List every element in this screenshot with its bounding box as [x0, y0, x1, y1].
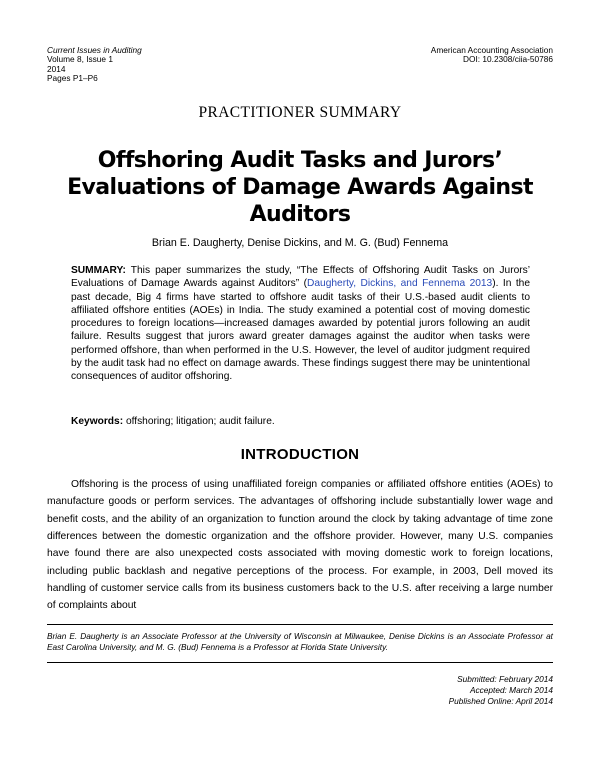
summary-text-end: ). In the past decade, Big 4 firms have started to offshore audit tasks of their U.S.-based audit clients to affiliated offshore entities (AOEs) in India. The study examined a potential cost of moving domestic procedures to foreign locations—increased damages awarded by potential jurors following an audit failure. Results suggest that jurors award greater damages against the auditor when tasks were performed offshore, than when performed in the U.S. However, the level of auditor judgment required by the audit task had no effect on damage awards. These findings suggest there may be unintentional consequences of auditor offshoring.: [71, 278, 531, 383]
footnote-rule-top: [47, 624, 553, 625]
journal-info: [47, 46, 142, 83]
summary-paragraph: [71, 264, 530, 384]
keywords-text: offshoring; litigation; audit failure.: [125, 416, 275, 427]
keywords-label: Keywords:: [71, 416, 124, 427]
journal-name: Current Issues in Auditing: [47, 45, 142, 55]
doi: DOI: 10.2308/ciia-50786: [463, 54, 553, 65]
journal-volume: Volume 8, Issue 1: [47, 54, 113, 65]
published-date: Published Online: April 2014: [448, 695, 553, 706]
publisher-info: [431, 46, 553, 65]
footnote-rule-bottom: [47, 662, 553, 663]
summary-label: SUMMARY:: [71, 265, 126, 276]
journal-pages: Pages P1–P6: [47, 72, 98, 83]
introduction-paragraph: Offshoring is the process of using unaffiliated foreign companies or affiliated offshore entities (AOEs) to manufacture goods or perform services. The advantages of offshoring include substantially lower wage and benefit costs, and the ability of an organization to function around the clock by taking advantage of time zone differences between the domestic organization and the offshore provider. However, many U.S. companies have found there are also unexpected costs associated with moving domestic work to foreign locations, including public backlash and negative perceptions of the process. For example, in 2003, Dell moved its handling of customer service calls from its business customers back to the U.S. after receiving a large number of complaints about: [47, 479, 553, 612]
submitted-date: Submitted: February 2014: [457, 674, 553, 684]
author-affiliation-note: Brian E. Daugherty is an Associate Professor at the University of Wisconsin at Milwaukee, Denise Dickins is an Associate Professor at East Carolina University, and M. G. (Bud) Fennema is a Professor at Florida State University.: [47, 631, 553, 653]
summary-text-start: This paper summarizes the study, “The Effects of Offshoring Audit Tasks on Jurors’ Evaluations of Damage Awards against Auditors” (: [71, 265, 530, 290]
paper-title: Offshoring Audit Tasks and Jurors’ Evaluations of Damage Awards Against Auditors: [67, 148, 533, 227]
publisher-name: American Accounting Association: [430, 45, 553, 55]
introduction-heading: INTRODUCTION: [240, 446, 360, 463]
accepted-date: Accepted: March 2014: [469, 684, 553, 695]
author-list: Brian E. Daugherty, Denise Dickins, and M. G. (Bud) Fennema: [151, 237, 449, 249]
journal-year: 2014: [47, 63, 66, 74]
section-label: PRACTITIONER SUMMARY: [198, 104, 402, 121]
citation-link[interactable]: Daugherty, Dickins, and Fennema 2013: [307, 278, 493, 290]
keywords-line: [71, 416, 275, 427]
submission-dates: [449, 674, 553, 706]
